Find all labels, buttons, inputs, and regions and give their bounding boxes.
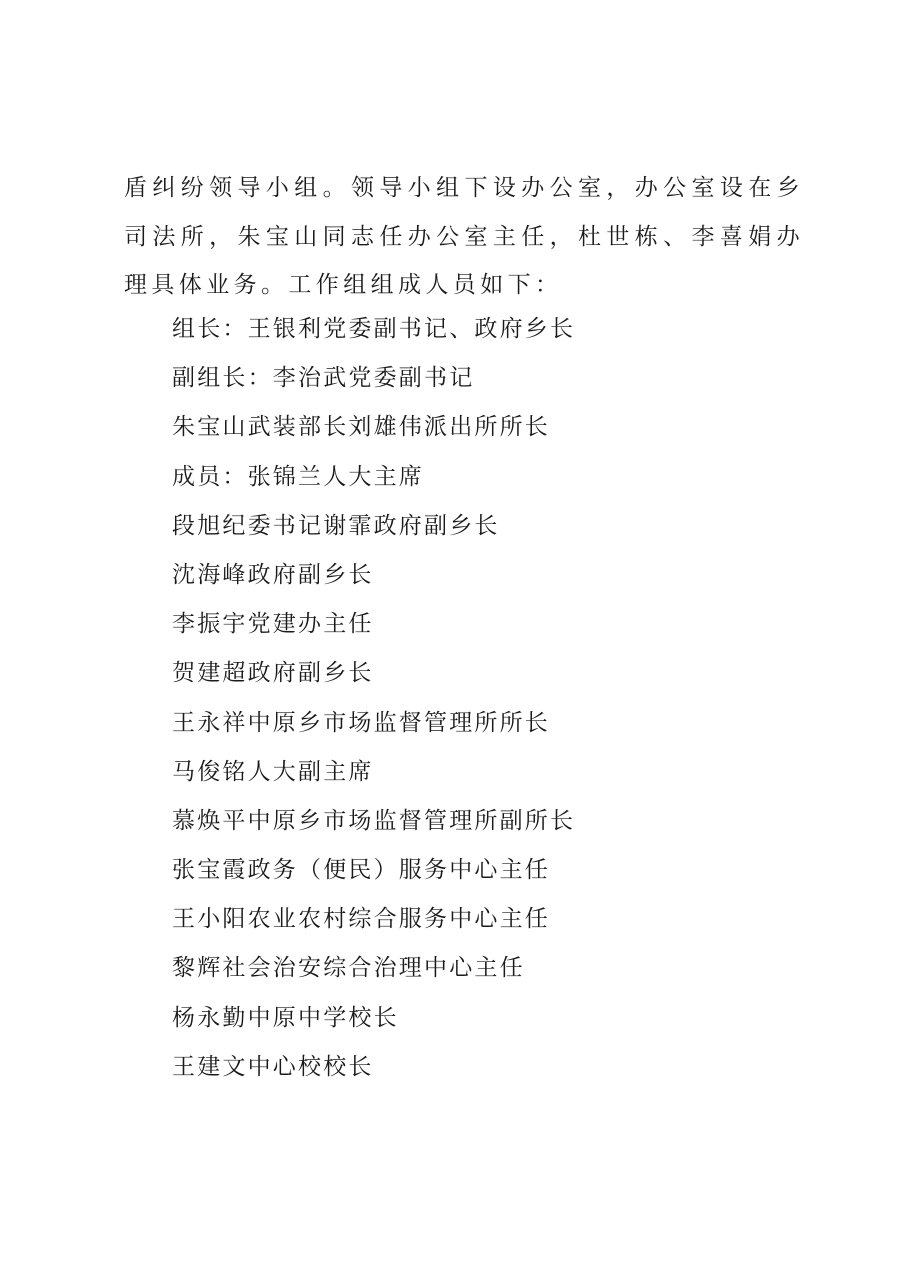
list-item: 黎辉社会治安综合治理中心主任 [172,955,525,982]
list-item: 王永祥中原乡市场监督管理所所长 [172,709,550,736]
list-item: 王建文中心校校长 [172,1053,374,1080]
list-item: 段旭纪委书记谢霏政府副乡长 [172,512,500,539]
member-list [172,305,812,1092]
list-item: 副组长：李治武党委副书记 [172,365,475,392]
list-item: 贺建超政府副乡长 [172,660,374,687]
list-item: 成员：张锦兰人大主席 [172,463,424,490]
body-paragraph: 盾纠纷领导小组。领导小组下设办公室，办公室设在乡司法所，朱宝山同志任办公室主任，杜世栋、李喜娟办理具体业务。工作组组成人员如下： [124,175,804,298]
list-item: 朱宝山武装部长刘雄伟派出所所长 [172,414,550,441]
list-item: 王小阳农业农村综合服务中心主任 [172,906,550,933]
list-item: 组长：王银利党委副书记、政府乡长 [172,316,576,342]
list-item: 张宝霞政务（便民）服务中心主任 [172,857,550,884]
list-item: 慕焕平中原乡市场监督管理所副所长 [172,807,576,834]
list-item: 马俊铭人大副主席 [172,758,374,785]
list-item: 李振宇党建办主任 [172,611,374,638]
list-item: 沈海峰政府副乡长 [172,561,374,588]
list-item: 杨永勤中原中学校长 [172,1004,399,1031]
